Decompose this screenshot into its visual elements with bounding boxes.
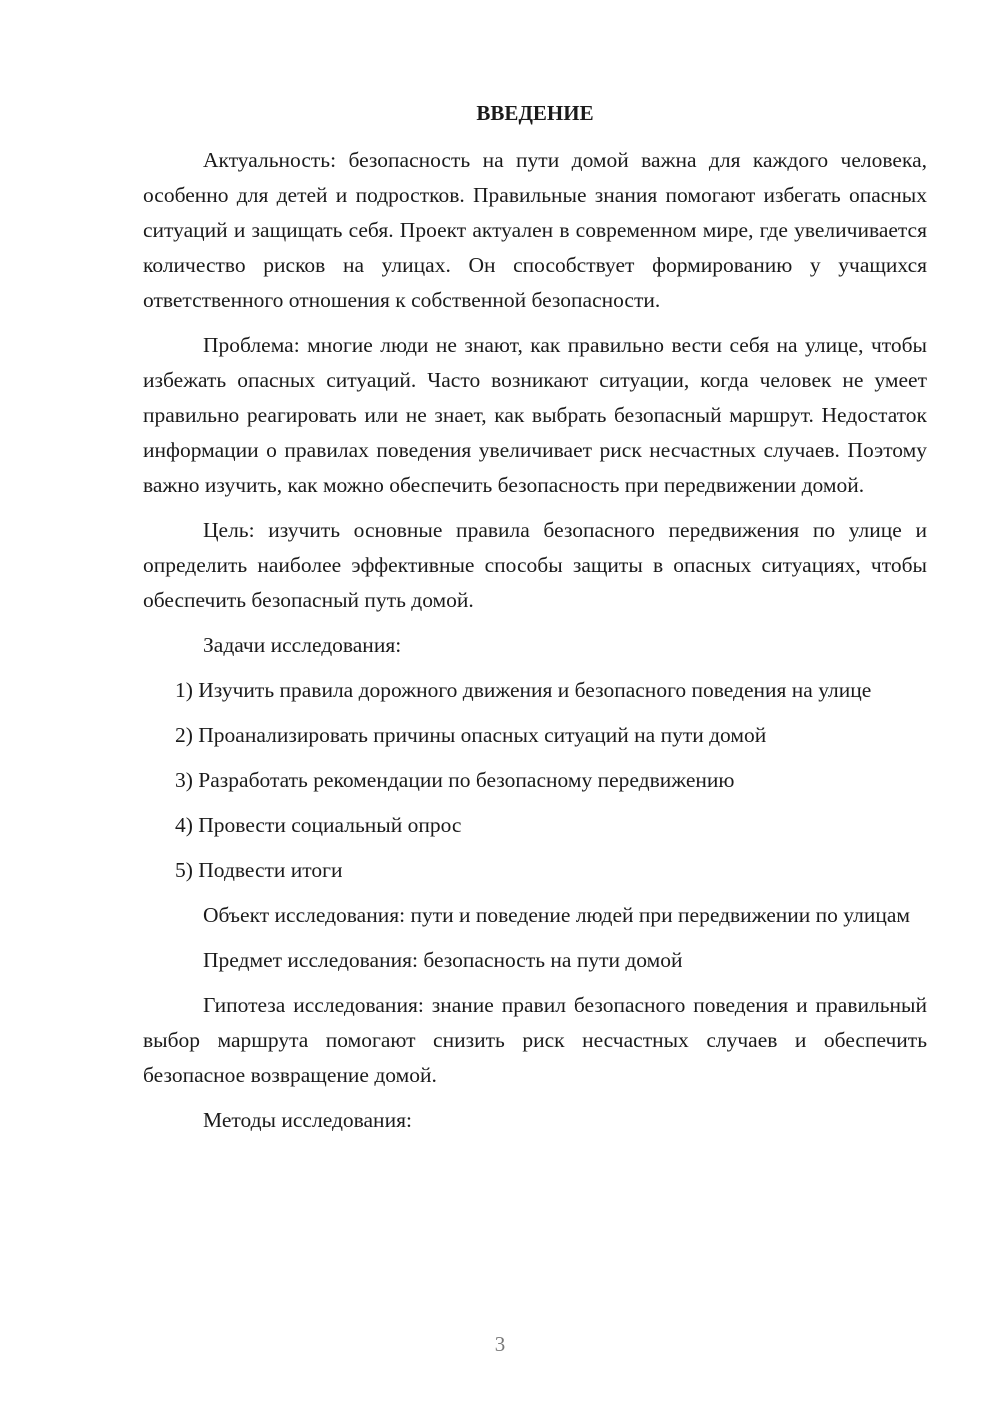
list-item: 3) Разработать рекомендации по безопасному передвижению <box>175 768 735 792</box>
relevance-paragraph: Актуальность: безопасность на пути домой важна для каждого человека, особенно для детей и подростков. Правильные знания помогают избегать опасных ситуаций и защищать себя. Проект актуален в современном мире, где увеличивается количество рисков на улицах. Он способствует формированию у учащихся ответственного отношения к собственной безопасности. <box>143 148 927 312</box>
object-paragraph: Объект исследования: пути и поведение людей при передвижении по улицам <box>203 903 911 927</box>
page-number: 3 <box>494 1332 506 1356</box>
problem-paragraph: Проблема: многие люди не знают, как правильно вести себя на улице, чтобы избежать опасных ситуаций. Часто возникают ситуации, когда человек не умеет правильно реагировать или не знает, как выбрать безопасный маршрут. Недостаток информации о правилах поведения увеличивает риск несчастных случаев. Поэтому важно изучить, как можно обеспечить безопасность при передвижении домой. <box>143 333 927 497</box>
tasks-list <box>143 673 927 888</box>
list-item: 1) Изучить правила дорожного движения и безопасного поведения на улице <box>175 678 872 702</box>
list-item: 2) Проанализировать причины опасных ситуаций на пути домой <box>175 723 767 747</box>
document-page <box>143 96 927 1148</box>
list-item: 5) Подвести итоги <box>175 858 343 882</box>
page-title: ВВЕДЕНИЕ <box>476 101 594 125</box>
goal-paragraph: Цель: изучить основные правила безопасного передвижения по улице и определить наиболее эффективные способы защиты в опасных ситуациях, чтобы обеспечить безопасный путь домой. <box>143 518 927 612</box>
hypothesis-paragraph: Гипотеза исследования: знание правил безопасного поведения и правильный выбор маршрута помогают снизить риск несчастных случаев и обеспечить безопасное возвращение домой. <box>143 993 927 1087</box>
methods-heading: Методы исследования: <box>203 1108 412 1132</box>
subject-paragraph: Предмет исследования: безопасность на пути домой <box>203 948 683 972</box>
tasks-heading: Задачи исследования: <box>203 633 402 657</box>
list-item: 4) Провести социальный опрос <box>175 813 462 837</box>
